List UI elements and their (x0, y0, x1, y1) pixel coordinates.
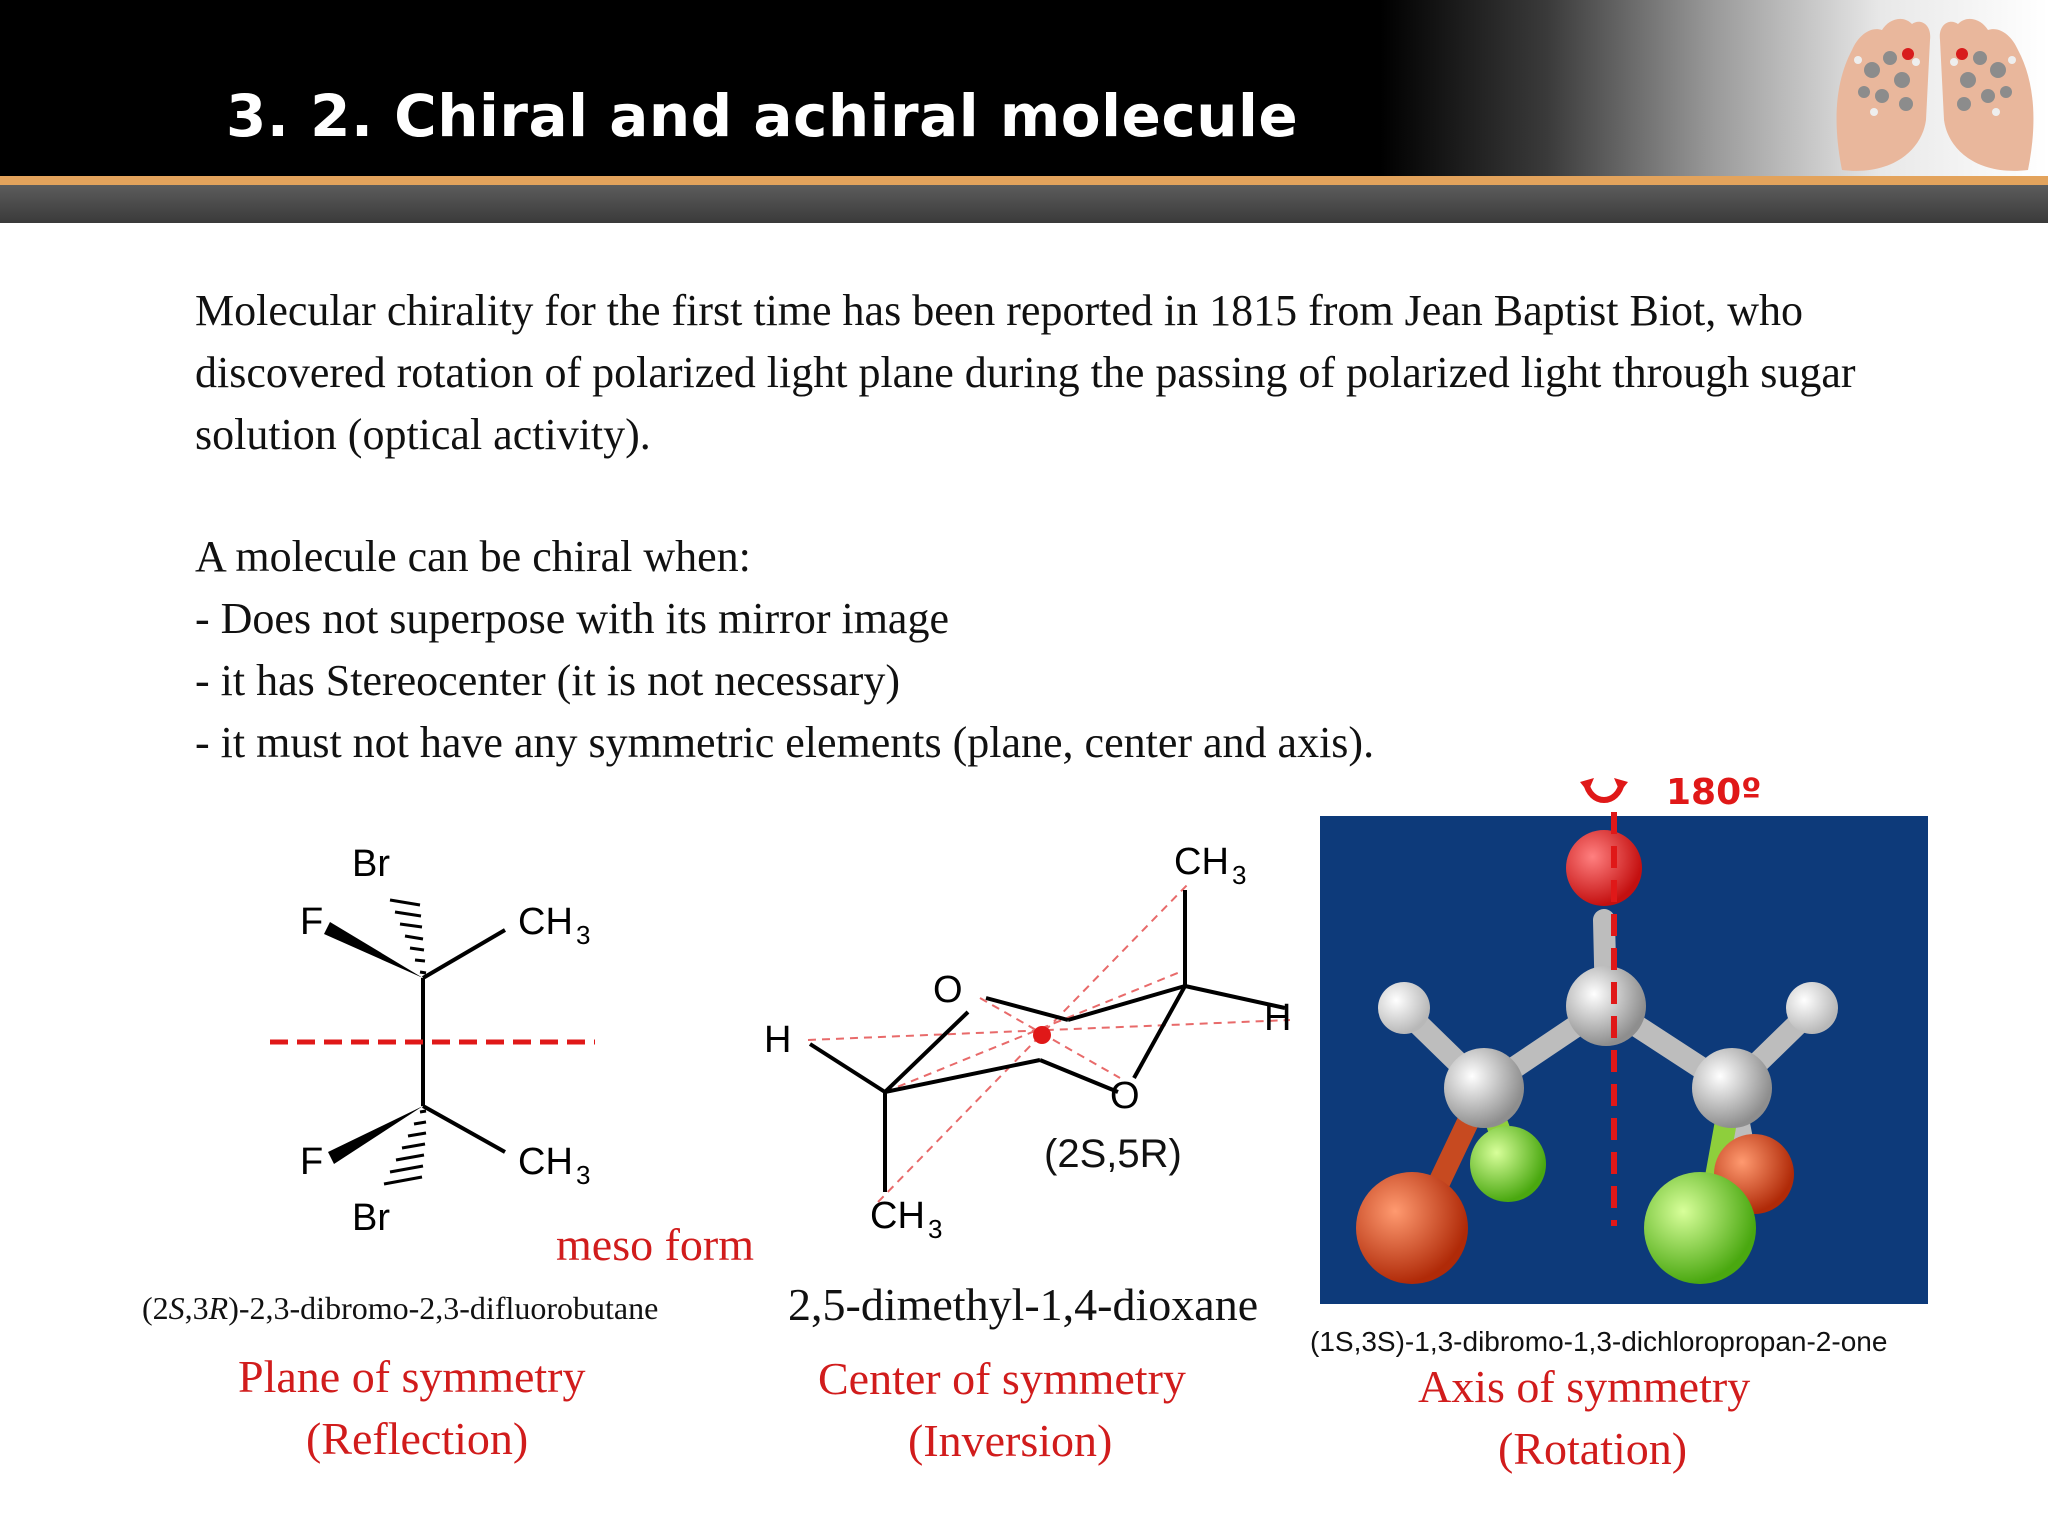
axis-symmetry-label: Axis of symmetry (1418, 1361, 1751, 1412)
atom-h-left: H (764, 1019, 792, 1061)
atom-br-top: Br (352, 843, 390, 885)
header-shadow-band (0, 185, 2048, 223)
atom-ch3-bottom-sub: 3 (928, 1214, 943, 1244)
rotation-angle-label: 180º (1666, 772, 1762, 813)
condition-item: - it must not have any symmetric elements (plane, center and axis). (195, 718, 1375, 767)
center-symmetry-label: Center of symmetry (818, 1353, 1186, 1404)
plane-of-symmetry-structure (260, 830, 660, 1260)
plane-operation-label: (Reflection) (306, 1413, 529, 1464)
atom-ch-bottom: CH (518, 1141, 573, 1183)
atom-ch-top: CH (518, 901, 573, 943)
atom-o-top: O (933, 969, 963, 1011)
center-of-symmetry-structure (750, 830, 1330, 1260)
condition-item: - Does not superpose with its mirror image (195, 594, 949, 643)
atom-ch3-top-sub: 3 (1232, 860, 1247, 890)
axis-of-symmetry-model (1318, 770, 1938, 1315)
center-operation-label: (Inversion) (908, 1415, 1113, 1466)
center-config-label: (2S,5R) (1044, 1132, 1182, 1176)
atom-ch-bottom: CH (870, 1195, 925, 1237)
atom-ch3-bottom-sub: 3 (576, 1160, 591, 1190)
plane-symmetry-label: Plane of symmetry (238, 1351, 586, 1402)
meso-form-label: meso form (556, 1219, 755, 1270)
atom-ch-top: CH (1174, 841, 1229, 883)
chirality-conditions (195, 526, 1895, 774)
atom-o-bottom: O (1110, 1075, 1140, 1117)
plane-compound-name: (2S,3R)-2,3-dibromo-2,3-difluorobutane (142, 1290, 659, 1326)
condition-item: - it has Stereocenter (it is not necessary) (195, 656, 900, 705)
atom-f-top: F (300, 901, 324, 943)
conditions-heading: A molecule can be chiral when: (195, 532, 751, 581)
hands-molecule-logo (1822, 0, 2048, 178)
atom-br-bottom: Br (352, 1197, 390, 1239)
intro-text: Molecular chirality for the first time has been reported in 1815 from Jean Baptist Biot, who discovered rotation of polarized light plane during the passing of polarized light through sugar solution (optical activity). (195, 286, 1856, 459)
atom-f-bottom: F (300, 1141, 324, 1183)
atom-h-right: H (1264, 997, 1292, 1039)
atom-ch3-top-sub: 3 (576, 920, 591, 950)
intro-paragraph (195, 280, 1895, 466)
slide-title: 3. 2. Chiral and achiral molecule (226, 82, 1299, 150)
header-accent-line (0, 176, 2048, 185)
axis-compound-name: (1S,3S)-1,3-dibromo-1,3-dichloropropan-2-one (1310, 1326, 1888, 1357)
axis-operation-label: (Rotation) (1498, 1423, 1688, 1474)
center-compound-name: 2,5-dimethyl-1,4-dioxane (788, 1279, 1259, 1330)
